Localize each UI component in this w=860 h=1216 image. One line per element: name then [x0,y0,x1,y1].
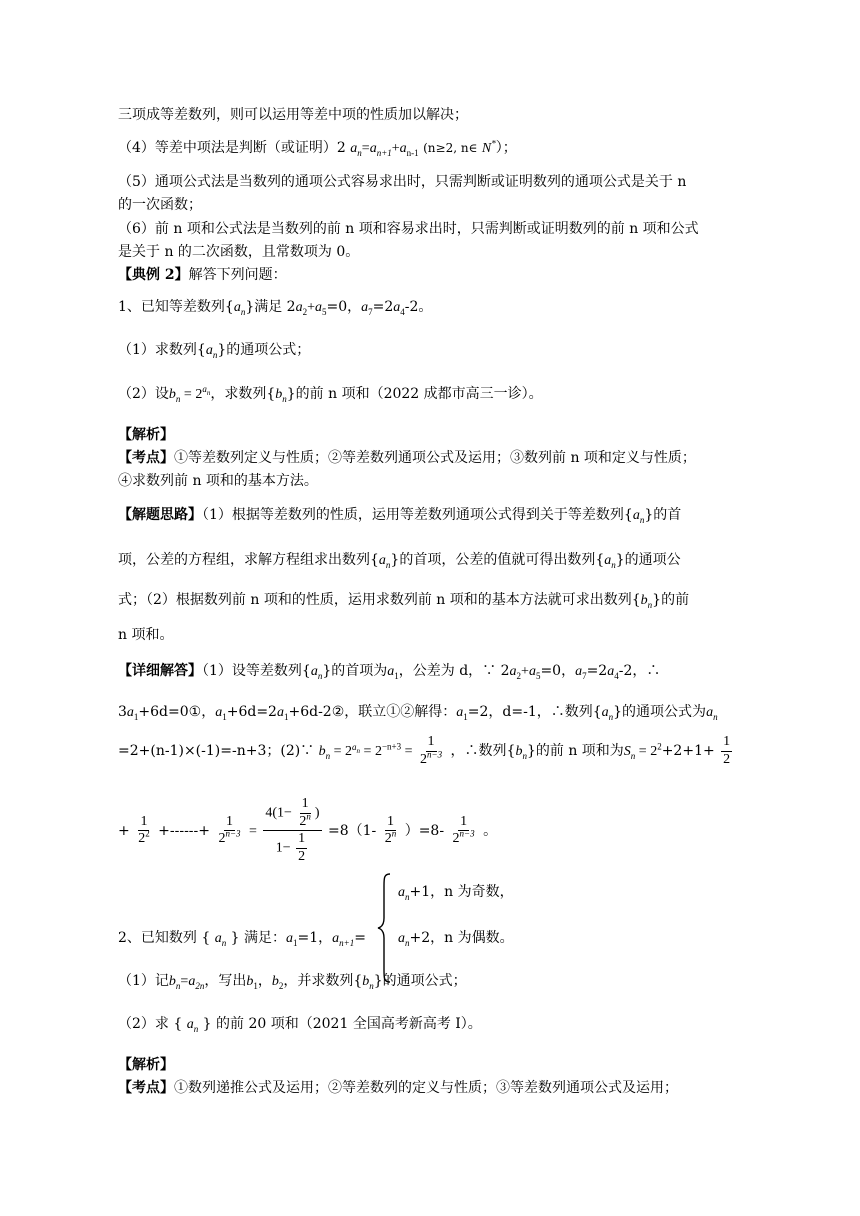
text-span: }的首项，公差的值就可得出数列{ [390,552,605,568]
text-span: 式；（2）根据数列前 n 项和的性质，运用求数列前 n 项和的基本方法就可求出数列{ [118,592,641,608]
text-span: +1，n 为奇数， [409,884,514,900]
text-span: （1）根据等差数列的性质，运用等差数列通项公式得到关于等差数列{ [202,507,633,523]
text-span: ，∴数列{ [450,743,516,760]
text-line: 1、已知等差数列$\{a_n\}$满足 $2a_2+a_5=0$，$a_7=2a_4-2$。 [118,299,433,317]
text-span: (n≥2, n∈ [423,141,478,155]
text-span: ）=8- [404,822,445,839]
text-span: }的首项为 [322,663,388,679]
text-span: （2）求 { [118,1016,183,1032]
text-span: } 的前 20 项和（2021 全国高考新高考 I）。 [202,1016,482,1032]
text-span: =2+(n-1)×(-1)=-n+3；(2)∵ [118,743,315,760]
text-span: （1）记 [118,973,169,989]
text-span: 项，公差的方程组，求解方程组求出数列{ [118,552,379,568]
text-line: ④求数列前 n 项和的基本方法。 [118,473,318,489]
text-span: 2、已知数列 { [118,930,211,946]
text-span: （1）设等差数列{ [202,663,311,679]
left-brace-icon [376,872,392,984]
section-heading: 【解题思路】 [118,507,202,523]
text-span: ）； [495,140,517,156]
text-line: （1）记$b_n=a_{2n}$，写出$b_1$，$b_2$，并求数列$\{b_n\}$的通项公式； [118,973,467,991]
text-line: （2）设$b_n = 2^{a_n}$，求数列$\{b_n\}$的前 n 项和（2022 成都市高三一诊）。 [118,384,543,404]
text-line [118,1081,678,1095]
text-span: ，求数列{ [210,386,276,402]
text-span: ①等差数列定义与性质；②等差数列通项公式及运用；③数列前 n 项和定义与性质； [174,450,696,466]
text-span: =1， [297,930,333,946]
text-span: +6d=2 [226,704,277,720]
text-span: ①数列递推公式及运用；②等差数列的定义与性质；③等差数列通项公式及运用； [174,1080,678,1096]
text-span: -2。 [404,299,433,315]
case-even: $a_n+2$，n 为偶数。 [398,930,514,948]
text-line: 【详细解答】（1）设等差数列$\{a_n\}$的首项为$a_1$，公差为 d，∵ $2a_2+a_5=0$，$a_7=2a_4-2$，∴ [118,663,661,681]
text-span: }的通项公式； [373,973,467,989]
text-span: （4）等差中项法是判断（或证明）2 [118,140,346,156]
text-span: 。 [483,822,498,839]
text-line: （5）通项公式法是当数列的通项公式容易求出时，只需判断或证明数列的通项公式是关于 n [118,174,687,190]
text-line: 【解题思路】（1）根据等差数列的性质，运用等差数列通项公式得到关于等差数列$\{a_n\}$的首 [118,507,682,525]
text-line: 三项成等差数列，则可以运用等差中项的性质加以解决； [118,107,468,123]
text-line: 项，公差的方程组，求解方程组求出数列$\{a_n\}$的首项，公差的值就可得出数列$\{a_n\}$的通项公 [118,552,681,570]
text-line: （6）前 n 项和公式法是当数列的前 n 项和容易求出时，只需判断或证明数列的前 n 项和公式 [118,221,699,237]
text-line: 是关于 n 的二次函数，且常数项为 0。 [118,244,360,260]
text-span: +2+1+ [661,743,715,760]
text-line: =2+(n-1)×(-1)=-n+3；(2)∵ $b_n = 2^{a_n} = 2^{-n+3}$ = $\frac{1}{2^{n-3}}$ ，∴数列$\{b_n\}$的前 n 项和为$S_n = 2^2+2+1+$ $\frac{1}{2}$ [118,734,731,767]
text-span: +2，n 为偶数。 [409,930,514,946]
text-span: ，写出 [204,973,247,989]
text-span: }的首 [644,507,682,523]
text-span: 解答下列问题： [188,267,287,283]
text-span: =0， [326,299,362,315]
text-line [118,268,287,282]
text-line: 式；（2）根据数列前 n 项和的性质，运用求数列前 n 项和的基本方法就可求出数列$\{b_n\}$的前 [118,592,690,610]
text-line: （1）求数列$\{a_n\}$的通项公式； [118,342,311,360]
section-heading: 【详细解答】 [118,663,202,679]
text-span: =2，d=-1，∴数列{ [467,704,602,720]
text-span: -2，∴ [618,663,661,679]
text-span: ， [257,973,272,989]
section-heading: 【考点】 [118,1080,174,1096]
text-line: $3a_1+6d=0①$，$a_1+6d=2a_1+6d-2②$，联立①②解得：$a_1=2$，d=-1，∴数列$\{a_n\}$的通项公式为$a_n$ [118,704,718,722]
text-span: ，并求数列{ [283,973,363,989]
text-span: （1）求数列{ [118,342,206,358]
text-line: 2、已知数列 { $a_n$ } 满足：$a_1=1$，$a_{n+1}=$ [118,930,366,948]
text-span: }的前 n 项和（2022 成都市高三一诊）。 [286,386,543,402]
text-span: = [354,930,366,946]
section-heading: 【考点】 [118,450,174,466]
text-span: （2）设 [118,386,169,402]
text-span: =0， [540,663,576,679]
text-span: }的通项公式为 [613,704,707,720]
text-span: +------+ [158,822,210,839]
text-span: }的通项公式； [217,342,311,358]
text-span: =2 [372,299,394,315]
text-line: （2）求 { $a_n$ } 的前 20 项和（2021 全国高考新高考 I）。 [118,1016,482,1034]
text-line: 【解析】 [118,427,174,443]
text-line: 的一次函数； [118,197,202,213]
text-span: }的前 n 项和为 [526,743,624,760]
case-odd: $a_n+1$，n 为奇数， [398,884,514,902]
text-line: n 项和。 [118,627,174,643]
text-span: =8（1- [328,822,377,839]
text-span: 1、已知等差数列{ [118,299,234,315]
section-heading: 【典例 2】 [118,267,189,283]
text-line [118,451,696,465]
text-span: ，公差为 d，∵ 2 [398,663,510,679]
text-span: +6d=0①， [138,704,216,720]
text-span: }的前 [652,592,690,608]
text-span: +6d-2②，联立①②解得： [288,704,457,720]
text-span: } 满足： [230,930,287,946]
text-span: =2 [586,663,608,679]
text-span: }的通项公 [615,552,681,568]
text-line: + $\frac{1}{2^2}$ +------+ $\frac{1}{2^{n-3}}$ = 4(1− $\frac{1}{2^n}$ ) 1− $\frac{1}{2}$ =8（1- $\frac{1}{2^n}$ ）=8- $\frac{1}{2^{n-3}}$ 。 [118,796,498,865]
text-span: 3 [118,704,127,720]
text-span: }满足 2 [245,299,296,315]
text-line: 【解析】 [118,1057,174,1073]
text-line: （4）等差中项法是判断（或证明）2 $a_n=a_{n+1}+a_{n-1}$ (n≥2, n∈ N*）； [118,138,517,158]
text-span: + [118,822,130,839]
